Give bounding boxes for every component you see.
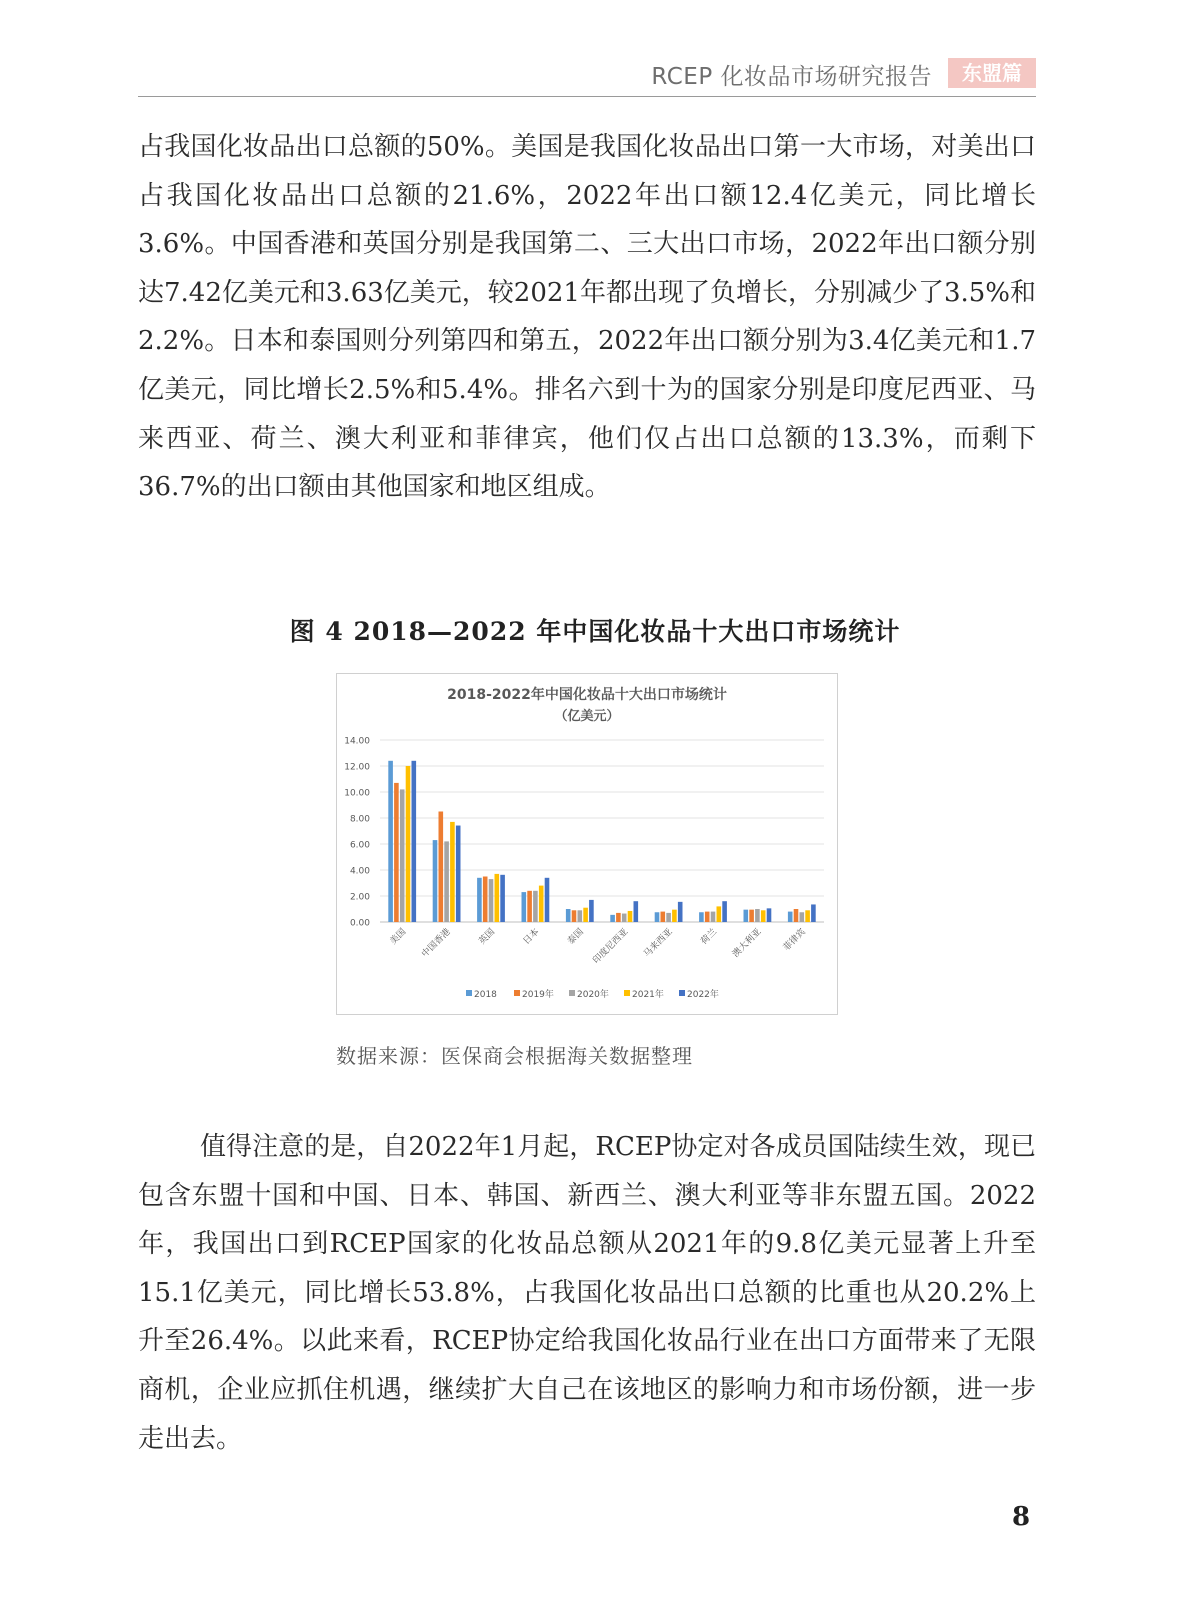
bar [749,910,754,922]
bar [655,912,660,922]
legend-swatch [569,990,575,996]
bar [755,909,760,922]
x-tick-label: 日本 [521,927,542,947]
body-paragraph-1: 占我国化妆品出口总额的50%。美国是我国化妆品出口第一大市场，对美出口占我国化妆品出口总额的21.6%，2022年出口额12.4亿美元，同比增长3.6%。中国香港和英国分别是我国第二、三大出口市场，2022年出口额分别达7.42亿美元和3.63亿美元，较2021年都出现了负增长，分别减少了3.5%和2.2%。日本和泰国则分列第四和第五，2022年出口额分别为3.4亿美元和1.7亿美元，同比增长2.5%和5.4%。排名六到十为的国家分别是印度尼西亚、马来西亚、荷兰、澳大利亚和菲律宾，他们仅占出口总额的13.3%，而剩下36.7%的出口额由其他国家和地区组成。 [138,132,1037,503]
bar [622,914,627,922]
bar [394,783,399,922]
bar [439,812,444,923]
legend-swatch [466,990,472,996]
bar [761,910,766,922]
y-tick-label: 10.00 [344,788,370,799]
x-tick-label: 泰国 [566,927,586,947]
bar [805,910,810,922]
y-tick-label: 4.00 [349,866,370,877]
bar [661,912,666,922]
x-tick-label: 印度尼西亚 [591,927,631,966]
bar [800,912,805,922]
bar [678,902,683,922]
bar [578,910,583,922]
bar [583,908,588,922]
legend-label: 2020年 [577,990,609,1000]
header-title: RCEP 化妆品市场研究报告 [651,64,932,90]
chart [336,673,838,1015]
y-tick-label: 14.00 [344,736,370,747]
y-tick-label: 6.00 [349,840,370,851]
header-badge: 东盟篇 [948,58,1036,88]
bar [500,875,505,922]
legend-swatch [679,990,685,996]
bar [610,915,615,922]
y-tick-label: 8.00 [349,814,370,825]
bar [788,912,793,922]
y-tick-label: 0.00 [349,918,370,929]
bar [711,912,716,922]
bar [433,840,438,922]
bar [794,909,799,922]
x-tick-label: 美国 [388,927,409,947]
bar [744,910,749,922]
bar [444,841,449,922]
x-tick-label: 菲律宾 [781,927,808,954]
page-number: 8 [1012,1502,1031,1532]
y-tick-label: 12.00 [344,762,370,773]
bar [672,910,677,922]
bar [628,911,633,922]
bar [533,891,538,922]
bar [616,913,621,922]
x-tick-label: 澳大利亚 [730,927,764,960]
figure-caption: 图 4 2018—2022 年中国化妆品十大出口市场统计 [289,617,901,646]
legend-label: 2018 [474,990,497,1000]
x-tick-label: 中国香港 [420,927,453,960]
legend-label: 2022年 [687,990,719,1000]
bar [406,766,411,922]
bar [811,904,816,922]
bar [477,878,482,922]
body-paragraph-2: 值得注意的是，自2022年1月起，RCEP协定对各成员国陆续生效，现已包含东盟十国和中国、日本、韩国、新西兰、澳大利亚等非东盟五国。2022年，我国出口到RCEP国家的化妆品总额从2021年的9.8亿美元显著上升至15.1亿美元，同比增长53.8%，占我国化妆品出口总额的比重也从20.2%上升至26.4%。以此来看，RCEP协定给我国化妆品行业在出口方面带来了无限商机，企业应抓住机遇，继续扩大自己在该地区的影响力和市场份额，进一步走出去。 [138,1132,1036,1454]
bar [634,901,639,922]
bar [539,886,544,922]
x-tick-label: 荷兰 [699,927,720,947]
bar [450,822,455,922]
bar [699,912,704,922]
bar [400,789,405,922]
bar [456,826,461,922]
bar [722,901,727,922]
x-tick-label: 马来西亚 [642,927,675,960]
bar [545,878,550,922]
bar [388,761,393,922]
chart-title: 2018-2022年中国化妆品十大出口市场统计 [447,687,727,703]
bar [412,761,417,922]
bar [489,879,494,922]
x-tick-label: 英国 [477,927,498,947]
legend-label: 2019年 [522,990,554,1000]
bar [717,906,722,922]
bar [705,912,710,922]
legend-label: 2021年 [632,990,664,1000]
legend-swatch [624,990,630,996]
running-header [138,50,1036,97]
bar [522,892,527,922]
bar [572,910,577,922]
bar [566,909,571,922]
bar [666,913,671,922]
data-source: 数据来源：医保商会根据海关数据整理 [336,1044,693,1068]
chart-svg [337,674,837,1014]
bar [483,877,488,923]
bar [527,891,532,922]
y-tick-label: 2.00 [349,892,370,903]
bar [495,874,500,922]
legend-swatch [514,990,520,996]
bar [589,900,594,922]
chart-subtitle: （亿美元） [554,709,620,724]
bar [767,908,772,922]
